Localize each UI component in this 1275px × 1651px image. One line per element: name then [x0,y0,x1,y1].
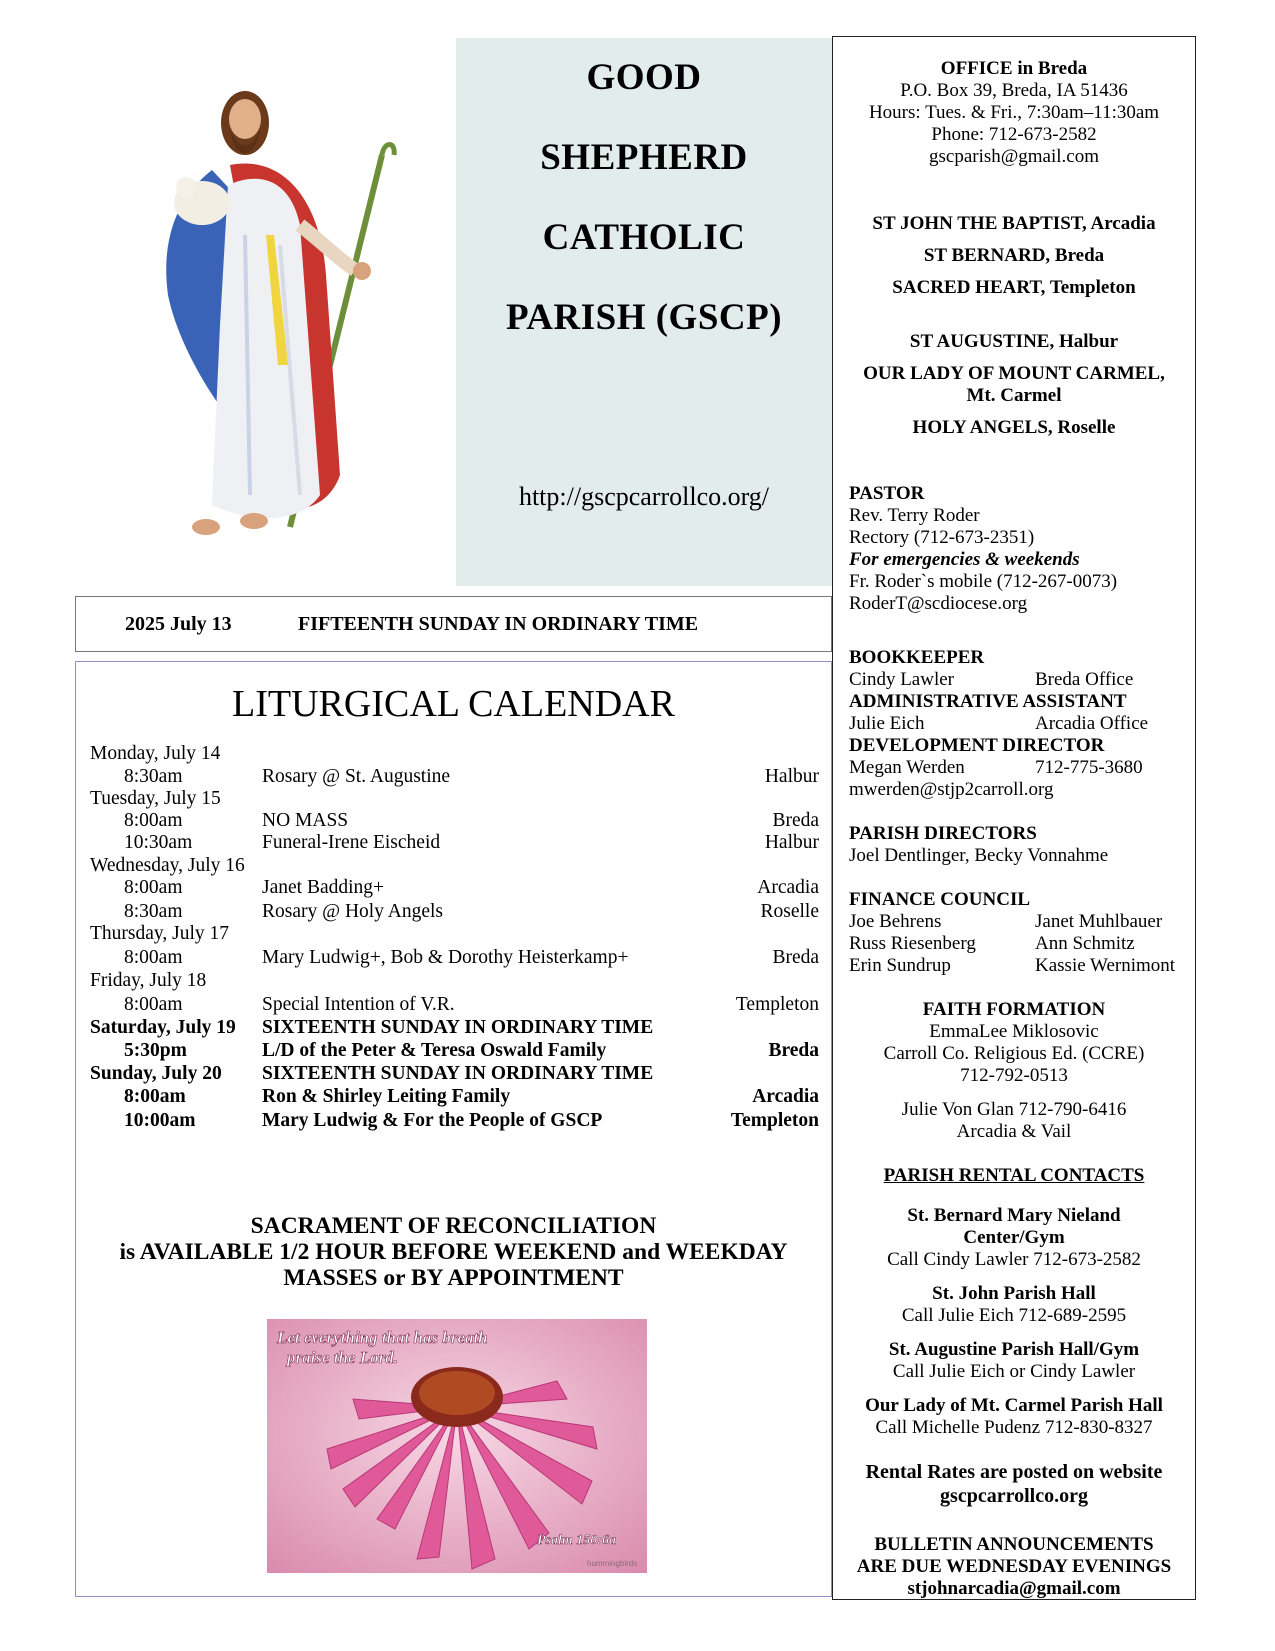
calendar-intention: Janet Badding+ [262,877,385,898]
office-heading: OFFICE in Breda [940,58,1088,79]
calendar-day: Tuesday, July 15 [90,788,221,809]
calendar-location: Arcadia [757,877,819,898]
directors-names: Joel Dentlinger, Becky Vonnahme [849,845,1109,866]
finance-member: Erin Sundrup [849,955,951,976]
development-heading: DEVELOPMENT DIRECTOR [849,735,1105,756]
parish-website-link[interactable]: http://gscpcarrollco.org/ [518,482,770,511]
calendar-time: 5:30pm [124,1040,187,1061]
finance-member: Russ Riesenberg [849,933,976,954]
reconciliation-line: MASSES or BY APPOINTMENT [283,1265,624,1291]
calendar-day: Wednesday, July 16 [90,855,245,876]
calendar-intention: Mary Ludwig+, Bob & Dorothy Heisterkamp+ [262,947,629,968]
calendar-intention: Ron & Shirley Leiting Family [262,1086,511,1107]
parish-info-sidebar [832,36,1196,1600]
rental-heading: PARISH RENTAL CONTACTS [883,1165,1145,1186]
liturgical-occasion: FIFTEENTH SUNDAY IN ORDINARY TIME [298,613,699,635]
calendar-location: Arcadia [752,1086,819,1107]
psalm-reference: Psalm 150:6a [537,1533,616,1548]
calendar-day: Monday, July 14 [90,743,221,764]
finance-member: Kassie Wernimont [1035,955,1176,976]
title-line-1: GOOD [586,57,702,98]
calendar-time: 8:00am [124,877,183,898]
title-line-3: CATHOLIC [542,217,746,258]
pastor-heading: PASTOR [849,483,925,504]
psalm-quote-line-2: praise the Lord. [287,1348,398,1367]
bulletin-date-bar [75,596,832,652]
good-shepherd-illustration [150,75,420,565]
calendar-title: LITURGICAL CALENDAR [232,683,675,725]
pastor-name: Rev. Terry Roder [849,505,980,526]
calendar-location: Breda [768,1040,819,1061]
calendar-location: Templeton [735,994,819,1015]
calendar-time: 8:00am [124,994,183,1015]
calendar-intention: SIXTEENTH SUNDAY IN ORDINARY TIME [262,1017,654,1038]
calendar-time: 8:00am [124,947,183,968]
faith-formation-line: Julie Von Glan 712-790-6416 [901,1099,1127,1120]
rental-venue: St. Bernard Mary Nieland [907,1205,1121,1226]
faith-formation-line: EmmaLee Miklosovic [929,1021,1099,1042]
development-name: Megan Werden [849,757,965,778]
bulletin-date: 2025 July 13 [125,613,232,635]
image-credit: hummingbirds [587,1559,638,1568]
development-email[interactable]: mwerden@stjp2carroll.org [849,779,1054,800]
calendar-day: Saturday, July 19 [90,1017,236,1038]
calendar-day: Sunday, July 20 [90,1063,222,1084]
faith-formation-line: Arcadia & Vail [956,1121,1072,1142]
office-email[interactable]: gscparish@gmail.com [929,146,1099,167]
calendar-time: 8:00am [124,810,183,831]
admin-office: Arcadia Office [1035,713,1149,734]
admin-name: Julie Eich [849,713,925,734]
psalm-flower-image [267,1319,647,1573]
pastor-rectory: Rectory (712-673-2351) [849,527,1035,548]
reconciliation-line: SACRAMENT OF RECONCILIATION [250,1213,657,1239]
calendar-time: 8:30am [124,766,183,787]
bookkeeper-heading: BOOKKEEPER [849,647,985,668]
faith-formation-line: Carroll Co. Religious Ed. (CCRE) [883,1043,1145,1064]
rental-venue: St. John Parish Hall [932,1283,1096,1304]
bulletin-email[interactable]: stjohnarcadia@gmail.com [907,1578,1121,1599]
office-phone: Phone: 712-673-2582 [931,124,1097,145]
calendar-day: Thursday, July 17 [90,923,230,944]
faith-formation-heading: FAITH FORMATION [922,999,1106,1020]
development-phone: 712-775-3680 [1035,757,1143,778]
rental-rates-note: Rental Rates are posted on website [865,1461,1163,1483]
calendar-location: Halbur [764,832,819,853]
bulletin-line: ARE DUE WEDNESDAY EVENINGS [856,1556,1172,1577]
directors-heading: PARISH DIRECTORS [849,823,1037,844]
rental-contact: Call Julie Eich 712-689-2595 [901,1305,1127,1326]
office-address: P.O. Box 39, Breda, IA 51436 [900,80,1128,101]
church-item: SACRED HEART, Templeton [892,277,1136,298]
psalm-quote-line-1: Let everything that has breath [277,1328,488,1347]
rental-contact: Call Michelle Pudenz 712-830-8327 [875,1417,1153,1438]
office-hours: Hours: Tues. & Fri., 7:30am–11:30am [868,102,1160,123]
pastor-emergency-note: For emergencies & weekends [849,549,1080,570]
church-item: ST AUGUSTINE, Halbur [909,331,1119,352]
rental-venue: St. Augustine Parish Hall/Gym [888,1339,1140,1360]
calendar-location: Breda [772,810,819,831]
bookkeeper-office: Breda Office [1035,669,1134,690]
finance-member: Janet Muhlbauer [1035,911,1163,932]
calendar-intention: NO MASS [262,810,349,831]
finance-member: Ann Schmitz [1035,933,1135,954]
bookkeeper-name: Cindy Lawler [849,669,955,690]
title-line-2: SHEPHERD [540,137,748,178]
church-item: ST JOHN THE BAPTIST, Arcadia [872,213,1156,234]
calendar-day: Friday, July 18 [90,970,207,991]
calendar-location: Halbur [764,766,819,787]
church-item: OUR LADY OF MOUNT CARMEL, [863,363,1165,384]
parish-title-block [456,38,832,586]
calendar-intention: Rosary @ Holy Angels [262,901,443,922]
bulletin-line: BULLETIN ANNOUNCEMENTS [874,1534,1154,1555]
rental-contact: Call Cindy Lawler 712-673-2582 [887,1249,1141,1270]
calendar-location: Roselle [760,901,819,922]
reconciliation-line: is AVAILABLE 1/2 HOUR BEFORE WEEKEND and WEEKDAY [119,1239,788,1265]
calendar-intention: L/D of the Peter & Teresa Oswald Family [262,1040,607,1061]
title-line-4: PARISH (GSCP) [505,297,783,338]
calendar-intention: Special Intention of V.R. [262,994,455,1015]
calendar-intention: Rosary @ St. Augustine [262,766,451,787]
rental-venue: Center/Gym [963,1227,1065,1248]
finance-heading: FINANCE COUNCIL [849,889,1031,910]
calendar-time: 10:30am [124,832,193,853]
finance-member: Joe Behrens [849,911,942,932]
calendar-time: 8:00am [124,1086,186,1107]
church-item: Mt. Carmel [966,385,1062,406]
admin-heading: ADMINISTRATIVE ASSISTANT [849,691,1127,712]
pastor-email[interactable]: RoderT@scdiocese.org [849,593,1028,614]
calendar-time: 8:30am [124,901,183,922]
faith-formation-line: 712-792-0513 [960,1065,1068,1086]
rental-rates-website[interactable]: gscpcarrollco.org [940,1485,1088,1507]
calendar-intention: SIXTEENTH SUNDAY IN ORDINARY TIME [262,1063,654,1084]
rental-contact: Call Julie Eich or Cindy Lawler [892,1361,1136,1382]
church-item: ST BERNARD, Breda [923,245,1105,266]
calendar-time: 10:00am [124,1110,196,1131]
pastor-mobile: Fr. Roder`s mobile (712-267-0073) [849,571,1118,592]
calendar-intention: Mary Ludwig & For the People of GSCP [262,1110,603,1131]
rental-venue: Our Lady of Mt. Carmel Parish Hall [865,1395,1163,1416]
church-item: HOLY ANGELS, Roselle [912,417,1116,438]
calendar-intention: Funeral-Irene Eischeid [262,832,441,853]
calendar-location: Templeton [730,1110,819,1131]
calendar-location: Breda [772,947,819,968]
